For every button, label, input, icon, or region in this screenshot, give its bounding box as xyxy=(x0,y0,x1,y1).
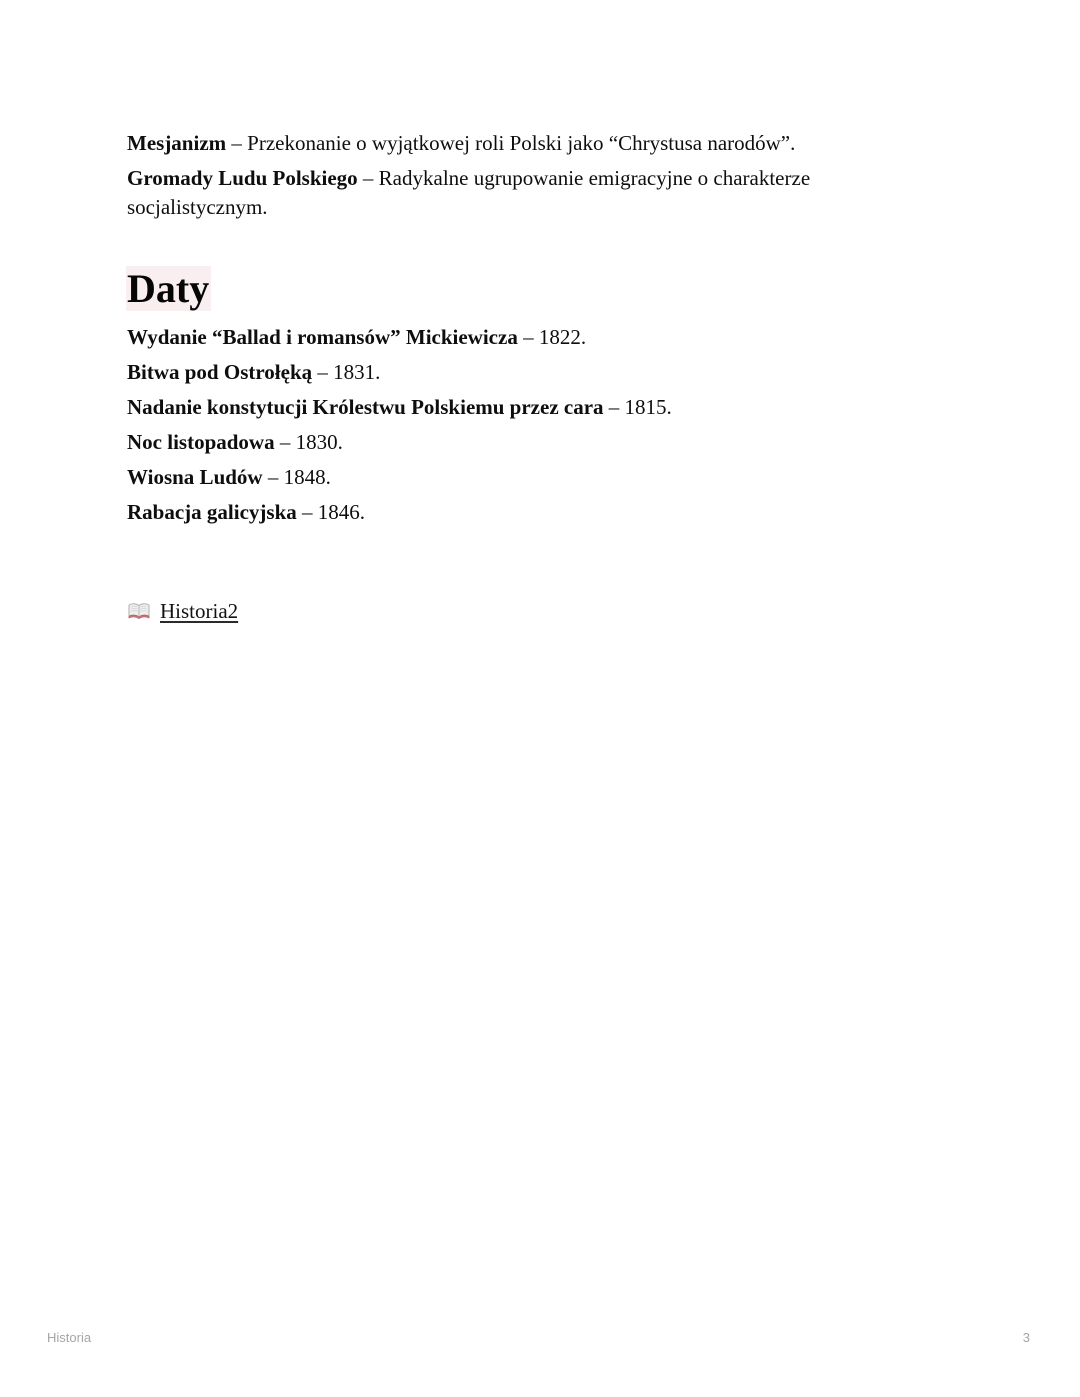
definition-paragraph xyxy=(127,164,953,222)
definition-term: Gromady Ludu Polskiego xyxy=(127,166,358,190)
open-book-icon xyxy=(127,600,151,619)
definition-text: – Przekonanie o wyjątkowej roli Polski jako “Chrystusa narodów”. xyxy=(226,131,796,155)
section-heading-daty xyxy=(127,265,953,313)
date-value: – 1848. xyxy=(262,465,331,489)
date-entry xyxy=(127,358,953,387)
definition-paragraph xyxy=(127,129,953,158)
page-link-historia2[interactable] xyxy=(127,599,238,623)
date-entry xyxy=(127,498,953,527)
date-term: Rabacja galicyjska xyxy=(127,500,297,524)
link-paragraph xyxy=(127,597,953,626)
date-value: – 1846. xyxy=(296,500,365,524)
date-term: Nadanie konstytucji Królestwu Polskiemu przez cara xyxy=(127,395,604,419)
date-entry xyxy=(127,463,953,492)
page-footer xyxy=(47,1330,1030,1346)
heading-highlight: Daty xyxy=(127,266,210,311)
date-value: – 1831. xyxy=(312,360,381,384)
date-term: Bitwa pod Ostrołęką xyxy=(127,360,313,384)
date-value: – 1830. xyxy=(274,430,343,454)
footer-doc-title: Historia xyxy=(47,1330,92,1345)
definition-term: Mesjanizm xyxy=(127,131,227,155)
date-value: – 1815. xyxy=(603,395,672,419)
date-term: Wiosna Ludów xyxy=(127,465,263,489)
page-link-label: Historia2 xyxy=(160,599,239,623)
footer-page-number: 3 xyxy=(1022,1330,1030,1345)
definition-text: – Radykalne ugrupowanie emigracyjne o charakterze socjalistycznym. xyxy=(127,166,811,219)
date-entry xyxy=(127,428,953,457)
date-term: Noc listopadowa xyxy=(127,430,275,454)
date-value: – 1822. xyxy=(517,325,587,349)
date-entry xyxy=(127,323,953,352)
document-content xyxy=(0,0,1080,626)
date-term: Wydanie “Ballad i romansów” Mickiewicza xyxy=(127,325,518,349)
date-entry xyxy=(127,393,953,422)
